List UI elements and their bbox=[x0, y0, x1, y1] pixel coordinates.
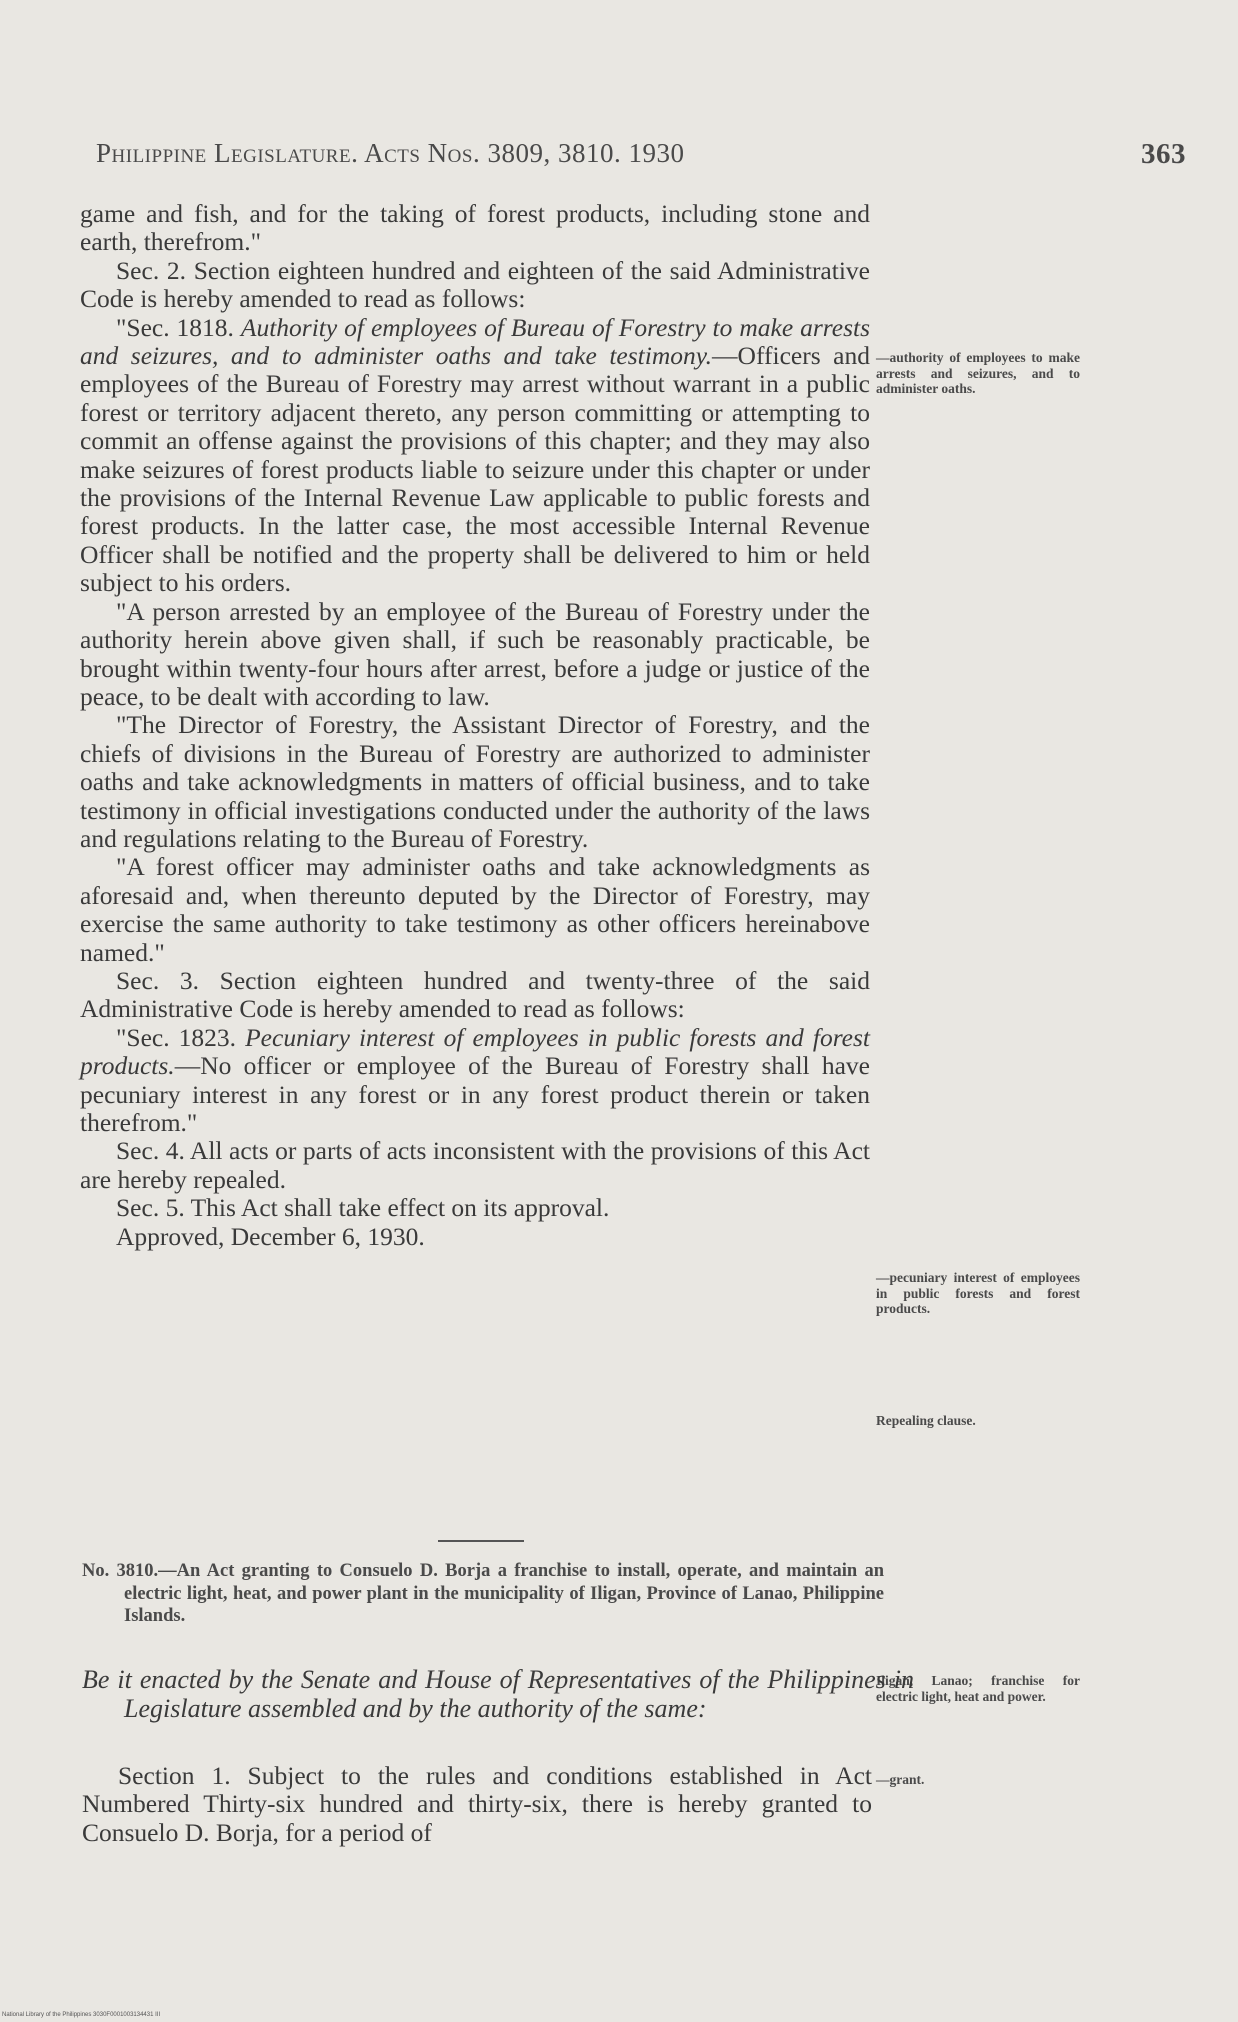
approval-date: Approved, December 6, 1930. bbox=[116, 1221, 425, 1251]
running-head bbox=[96, 138, 1186, 178]
act-3810-title: No. 3810.—An Act granting to Consuelo D. Borja a franchise to install, operate, and maintain an electric light, heat, and power plant in the municipality of Iligan, Province of Lanao, Philippine Islands. bbox=[82, 1561, 884, 1626]
paragraph-arrest: "A person arrested by an employee of the Bureau of Forestry under the authority herein above given shall, if such be reasonably practicable, be brought within twenty-four hours after arrest, before a judge or justice of the peace, to be dealt with according to law. bbox=[80, 596, 870, 711]
paragraph-sec-1818 bbox=[80, 314, 870, 598]
paragraph-continuation: game and fish, and for the taking of forest products, including stone and earth, therefrom." bbox=[80, 199, 870, 257]
section-1823-heading: Pecuniary interest of employees in public forests and forest products. bbox=[80, 1022, 870, 1081]
margin-note-iligan: Iligan, Lanao; franchise for electric light, heat and power. bbox=[876, 1673, 1080, 1704]
enacting-clause: Be it enacted by the Senate and House of Representatives of the Philippines in Legislature assembled and by the authority of the same: bbox=[82, 1665, 914, 1723]
paragraph-sec-5: Sec. 5. This Act shall take effect on its approval. bbox=[116, 1193, 610, 1223]
running-head-title: Philippine Legislature. Acts Nos. 3809, 3810. 1930 bbox=[96, 138, 685, 168]
paragraph-forest-officer: "A forest officer may administer oaths and take acknowledgments as aforesaid and, when thereunto deputed by the Director of Forestry, may exercise the same authority to take testimony as other officers hereinabove named." bbox=[80, 852, 870, 967]
paragraph-sec-1823 bbox=[80, 1024, 870, 1138]
paragraph-sec-2: Sec. 2. Section eighteen hundred and eighteen of the said Administrative Code is hereby amended to read as follows: bbox=[80, 255, 870, 314]
scan-footer: National Library of the Philippines 3030F0001003134431 III bbox=[2, 2012, 161, 2018]
act-3810-section-1: Section 1. Subject to the rules and conditions established in Act Numbered Thirty-six hundred and thirty-six, there is hereby granted to Consuelo D. Borja, for a period of bbox=[82, 1761, 872, 1847]
margin-note-grant: —grant. bbox=[876, 1772, 925, 1787]
section-1818-lead: "Sec. 1818. bbox=[116, 312, 234, 342]
section-1823-body: —No officer or employee of the Bureau of Forestry shall have pecuniary interest in any forest or in any forest product therein or taken therefrom." bbox=[80, 1051, 870, 1137]
main-text-column bbox=[80, 200, 870, 1251]
paragraph-sec-4: Sec. 4. All acts or parts of acts inconsistent with the provisions of this Act are hereby repealed. bbox=[80, 1136, 870, 1194]
paragraph-oaths: "The Director of Forestry, the Assistant Director of Forestry, and the chiefs of divisions in the Bureau of Forestry are authorized to administer oaths and take acknowledgments in matters of official business, and to take testimony in official investigations conducted under the authority of the laws and regulations relating to the Bureau of Forestry. bbox=[80, 710, 870, 853]
section-divider bbox=[438, 1540, 524, 1542]
margin-note-pecuniary: —pecuniary interest of employees in public forests and forest products. bbox=[876, 1270, 1080, 1316]
margin-note-repealing: Repealing clause. bbox=[876, 1413, 976, 1428]
section-1823-lead: "Sec. 1823. bbox=[116, 1022, 237, 1052]
page-number: 363 bbox=[1141, 138, 1186, 170]
section-1818-heading: Authority of employees of Bureau of Forestry to make arrests and seizures, and to administer oaths and take testimony. bbox=[80, 312, 870, 371]
paragraph-sec-3: Sec. 3. Section eighteen hundred and twenty-three of the said Administrative Code is hereby amended to read as follows: bbox=[80, 965, 870, 1024]
section-1818-body: —Officers and employees of the Bureau of Forestry may arrest without warrant in a public forest or territory adjacent thereto, any person committing or attempting to commit an offense against the provisions of this chapter; and they may also make seizures of forest products liable to seizure under this chapter or under the provisions of the Internal Revenue Law applicable to public forests and forest products. In the latter case, the most accessible Internal Revenue Officer shall be notified and the property shall be delivered to him or held subject to his orders. bbox=[80, 341, 870, 598]
margin-note-authority: —authority of employees to make arrests and seizures, and to administer oaths. bbox=[876, 350, 1080, 396]
